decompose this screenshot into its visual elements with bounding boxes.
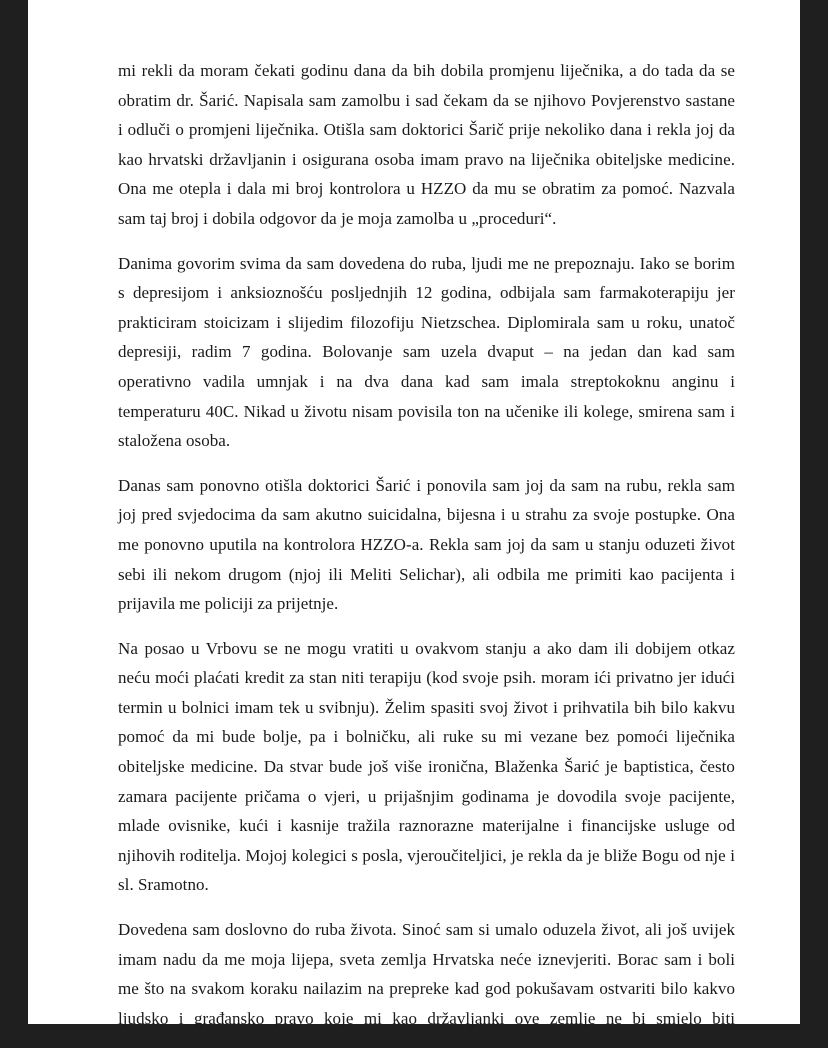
text-line: i odluči o promjeni liječnika. Otišla sam doktorici Šarič prije nekoliko dana i rekla joj da [118,120,735,140]
paragraph-4 [118,634,735,900]
text-line: Dovedena sam doslovno do ruba života. Sinoć sam si umalo oduzela život, ali još uvijek [118,920,735,940]
text-line: kao hrvatski državljanin i osigurana osoba imam pravo na liječnika obiteljske medicine. [118,149,735,169]
text-line: temperaturu 40C. Nikad u životu nisam povisila ton na učenike ili kolege, smirena sam i [118,401,735,421]
text-line: neću moći plaćati kredit za stan niti terapiju (kod svoje psih. moram ići privatno jer idući [118,668,735,688]
text-line: mlade ovisnike, kući i kasnije tražila raznorazne materijalne i financijske usluge od [118,816,735,836]
text-line: obratim dr. Šarić. Napisala sam zamolbu i sad čekam da se njihovo Povjerenstvo sastane [118,90,735,110]
text-line: me što na svakom koraku nailazim na prepreke kad god pokušavam ostvariti bilo kakvo [118,979,735,999]
text-line: sam taj broj i dobila odgovor da je moja zamolba u „proceduri“. [118,208,557,228]
text-line: mi rekli da moram čekati godinu dana da bih dobila promjenu liječnika, a do tada da se [118,61,735,80]
text-line: sebi ili nekom drugom (njoj ili Meliti Selichar), ali odbila me primiti kao pacijenta i [118,564,735,584]
text-line: s depresijom i anksioznošću posljednjih 12 godina, odbijala sam farmakoterapiju jer [118,283,735,303]
text-line: obiteljske medicine. Da stvar bude još više ironična, Blaženka Šarić je baptistica, često [118,757,735,777]
text-line: joj pred svjedocima da sam akutno suicidalna, bijesna i u strahu za svoje postupke. Ona [118,505,735,525]
text-line: prijavila me policiji za prijetnje. [118,594,339,614]
text-line: operativno vadila umnjak i na dva dana kad sam imala streptokoknu anginu i [118,371,735,391]
text-line: zamara pacijente pričama o vjeri, u prijašnjim godinama je dovodila svoje pacijente, [118,786,735,806]
text-line: Danima govorim svima da sam dovedena do ruba, ljudi me ne prepoznaju. Iako se borim [118,253,735,273]
paragraph-5 [118,915,735,1033]
paragraph-2 [118,249,735,456]
text-line: sl. Sramotno. [118,875,209,895]
paragraph-3 [118,471,735,619]
document-page [28,0,800,1028]
text-line: me ponovno uputila na kontrolora HZZO-a. Rekla sam joj da sam u stanju oduzeti život [118,534,735,554]
text-line: staložena osoba. [118,431,231,451]
paragraph-1 [118,56,735,234]
text-line: termin u bolnici imam tek u svibnju). Želim spasiti svoj život i prihvatila bih bilo kakvu [118,697,735,717]
text-line: Danas sam ponovno otišla doktorici Šarić i ponovila sam joj da sam na rubu, rekla sam [118,475,735,495]
text-line: pomoć da mi bude bolje, pa i bolničku, ali ruke su mi vezane bez pomoći liječnika [118,727,735,747]
text-line: depresiji, radim 7 godina. Bolovanje sam uzela dvaput – na jedan dan kad sam [118,342,735,362]
text-line: prakticiram stoicizam i slijedim filozofiju Nietzschea. Diplomirala sam u roku, unatoč [118,312,735,332]
text-line: ljudsko i građansko pravo koje mi kao državljanki ove zemlje ne bi smjelo biti [118,1008,735,1028]
text-line: Na posao u Vrbovu se ne mogu vratiti u ovakvom stanju a ako dam ili dobijem otkaz [118,638,735,658]
text-line: njihovih roditelja. Mojoj kolegici s posla, vjeroučiteljici, je rekla da je bliže Bogu od nje i [118,845,735,865]
text-line: imam nadu da me moja lijepa, sveta zemlja Hrvatska neće iznevjeriti. Borac sam i boli [118,949,735,969]
text-line: Ona me otepla i dala mi broj kontrolora u HZZO da mu se obratim za pomoć. Nazvala [118,179,735,199]
document-body [118,56,735,1048]
